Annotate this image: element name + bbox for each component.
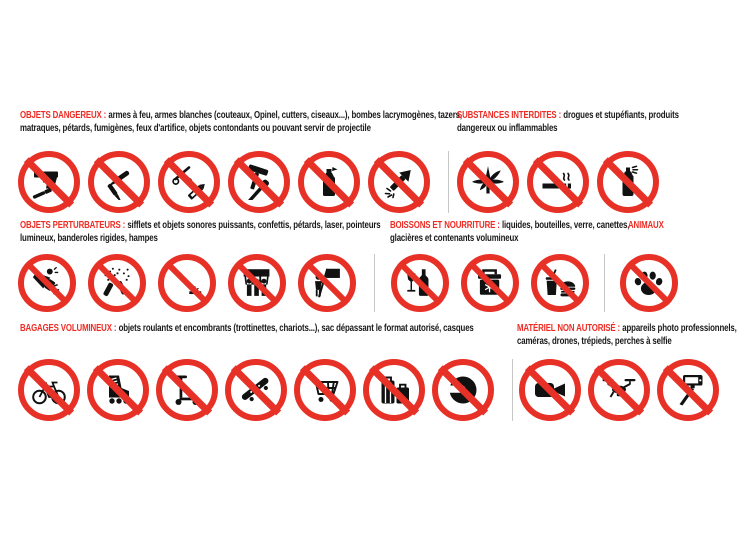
dangerous-objects-icon-group bbox=[18, 151, 430, 213]
flag-waver-icon bbox=[310, 266, 343, 299]
food-drinks-description: liquides, bouteilles, verre, canettes, glacières et contenants volumineux bbox=[390, 219, 630, 244]
prohibition-sign-hammer-tools bbox=[228, 151, 290, 213]
prohibition-sign-cannabis-leaf bbox=[457, 151, 519, 213]
suitcases-icon bbox=[376, 372, 412, 408]
prohibition-sign-air-horn bbox=[18, 254, 76, 312]
cigarette-icon bbox=[540, 164, 576, 200]
prohibition-sign-drone bbox=[588, 359, 650, 421]
forbidden-substances-description: drogues et stupéfiants, produits dangereux ou inflammables bbox=[457, 109, 679, 134]
prohibition-sign-wine-bottle-glass bbox=[391, 254, 449, 312]
prohibition-sign-roller-skate bbox=[87, 359, 149, 421]
prohibition-sign-shopping-cart bbox=[294, 359, 356, 421]
soda-burger-icon bbox=[543, 266, 576, 299]
disruptive-objects-icon-group bbox=[18, 254, 356, 312]
group-divider bbox=[448, 151, 449, 213]
unauthorized-equipment-icon-group bbox=[519, 359, 719, 421]
scissors-cutter-icon bbox=[171, 164, 207, 200]
folding-knives-icon bbox=[101, 164, 137, 200]
group-divider bbox=[374, 254, 375, 312]
group-divider bbox=[512, 359, 513, 421]
dangerous-objects-header bbox=[20, 109, 500, 135]
prohibition-sign-soda-burger bbox=[531, 254, 589, 312]
food-drinks-header bbox=[390, 219, 634, 245]
prohibition-sign-folding-knives bbox=[88, 151, 150, 213]
prohibition-sign-selfie-stick bbox=[657, 359, 719, 421]
prohibition-sign-video-camera bbox=[519, 359, 581, 421]
disruptive-objects-category: OBJETS PERTURBATEURS : bbox=[20, 219, 126, 231]
skateboard-icon bbox=[238, 372, 274, 408]
selfie-stick-icon bbox=[670, 372, 706, 408]
bulky-luggage-header bbox=[20, 322, 590, 335]
prohibition-sign-cooler-box bbox=[461, 254, 519, 312]
bulky-luggage-icon-group bbox=[18, 359, 494, 421]
prohibition-sign-paw-print bbox=[620, 254, 678, 312]
prohibition-sign-bicycle bbox=[18, 359, 80, 421]
wine-bottle-glass-icon bbox=[403, 266, 436, 299]
forbidden-substances-category: SUBSTANCES INTERDITES : bbox=[457, 109, 562, 121]
dangerous-objects-category: OBJETS DANGEREUX : bbox=[20, 109, 107, 121]
prohibition-sign-cigarette bbox=[527, 151, 589, 213]
food-drinks-category: BOISSONS ET NOURRITURE : bbox=[390, 219, 500, 231]
cannabis-leaf-icon bbox=[470, 164, 506, 200]
prohibition-sign-helmet bbox=[432, 359, 494, 421]
unauthorized-equipment-description: appareils photo professionnels, caméras, drones, trépieds, perches à selfie bbox=[517, 322, 737, 347]
prohibition-sign-handgun-knife bbox=[18, 151, 80, 213]
bicycle-icon bbox=[31, 372, 67, 408]
handgun-knife-icon bbox=[31, 164, 67, 200]
firework-rocket-icon bbox=[381, 164, 417, 200]
drone-icon bbox=[601, 372, 637, 408]
banner-crowd-icon bbox=[240, 266, 273, 299]
defense-spray-icon bbox=[311, 164, 347, 200]
food-drinks-icon-group bbox=[391, 254, 589, 312]
group-divider bbox=[604, 254, 605, 312]
air-horn-icon bbox=[30, 266, 63, 299]
laser-pointer-icon bbox=[170, 266, 203, 299]
prohibition-sign-flag-waver bbox=[298, 254, 356, 312]
unauthorized-equipment-category: MATÉRIEL NON AUTORISÉ : bbox=[517, 322, 621, 334]
band-2-icons bbox=[18, 254, 678, 312]
dangerous-objects-description: armes à feu, armes blanches (couteaux, Opinel, cutters, ciseaux...), bombes lacrymogènes, tazers, matraques, pétards, fumigènes, feux d'artifice, objets contondants ou pouvant servir de projectile bbox=[20, 109, 462, 134]
prohibition-sign-flammable-aerosol bbox=[597, 151, 659, 213]
forbidden-substances-header bbox=[457, 109, 682, 135]
bulky-luggage-description: objets roulants et encombrants (trottinettes, chariots...), sac dépassant le format autorisé, casques bbox=[118, 322, 474, 334]
shopping-cart-icon bbox=[307, 372, 343, 408]
bulky-luggage-category: BAGAGES VOLUMINEUX : bbox=[20, 322, 117, 334]
band-1-icons bbox=[18, 151, 659, 213]
cooler-box-icon bbox=[473, 266, 506, 299]
disruptive-objects-description: sifflets et objets sonores puissants, confettis, pétards, laser, pointeurs lumineux, banderoles rigides, hampes bbox=[20, 219, 381, 244]
forbidden-substances-icon-group bbox=[457, 151, 659, 213]
kick-scooter-icon bbox=[169, 372, 205, 408]
prohibition-sign-firework-rocket bbox=[368, 151, 430, 213]
animals-icon-group bbox=[620, 254, 678, 312]
prohibition-sign-banner-crowd bbox=[228, 254, 286, 312]
prohibition-sign-scissors-cutter bbox=[158, 151, 220, 213]
prohibition-sign-suitcases bbox=[363, 359, 425, 421]
helmet-icon bbox=[445, 372, 481, 408]
prohibition-sign-skateboard bbox=[225, 359, 287, 421]
prohibition-sign-laser-pointer bbox=[158, 254, 216, 312]
prohibition-sign-defense-spray bbox=[298, 151, 360, 213]
hammer-tools-icon bbox=[241, 164, 277, 200]
unauthorized-equipment-header bbox=[517, 322, 755, 348]
band-3-icons bbox=[18, 359, 719, 421]
paw-print-icon bbox=[632, 266, 665, 299]
flammable-aerosol-icon bbox=[610, 164, 646, 200]
firecrackers-confetti-icon bbox=[100, 266, 133, 299]
prohibition-sign-firecrackers-confetti bbox=[88, 254, 146, 312]
animals-header bbox=[628, 219, 718, 232]
animals-category: ANIMAUX bbox=[628, 219, 664, 231]
prohibition-sign-kick-scooter bbox=[156, 359, 218, 421]
video-camera-icon bbox=[532, 372, 568, 408]
disruptive-objects-header bbox=[20, 219, 414, 245]
roller-skate-icon bbox=[100, 372, 136, 408]
